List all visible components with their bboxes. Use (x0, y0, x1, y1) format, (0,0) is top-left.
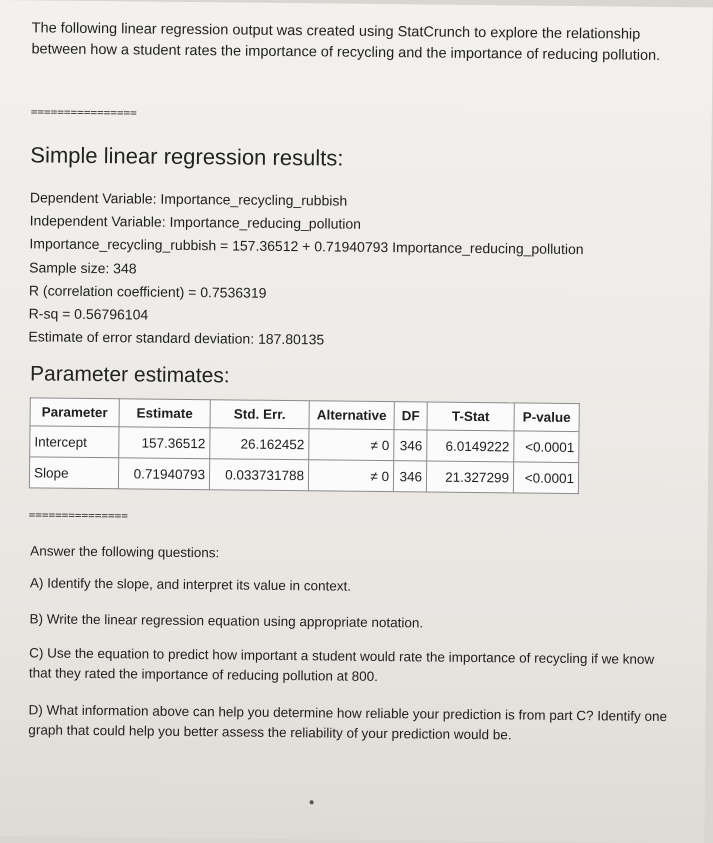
independent-variable-line: Independent Variable: Importance_reducing_pollution (29, 212, 362, 232)
header-parameter: Parameter (30, 398, 119, 427)
question-d: D) What information above can help you determine how reliable your prediction is from part C? Identify one graph that could help you better assess the reliability of your prediction would be. (28, 702, 668, 743)
header-p-value: P-value (514, 403, 579, 432)
results-title: Simple linear regression results: (30, 142, 344, 171)
question-c: C) Use the equation to predict how important a student would rate the importance of recycling if we know that they rated the importance of reducing pollution at 800. (28, 645, 655, 684)
separator-bottom: =============== (28, 508, 129, 523)
header-df: DF (394, 402, 427, 430)
cell-estimate: 157.36512 (119, 427, 210, 459)
dependent-variable-line: Dependent Variable: Importance_recycling_rubbish (29, 189, 348, 209)
regression-equation-line: Importance_recycling_rubbish = 157.36512 + 0.71940793 Importance_reducing_pollution (29, 235, 584, 258)
header-std-err: Std. Err. (210, 400, 309, 429)
cell-p-value: <0.0001 (514, 431, 579, 463)
header-t-stat: T-Stat (427, 402, 514, 431)
parameter-estimates-title: Parameter estimates: (29, 362, 230, 388)
cell-parameter: Slope (29, 457, 118, 489)
cell-parameter: Intercept (30, 426, 119, 458)
cell-std-err: 26.162452 (210, 428, 309, 460)
questions-prompt: Answer the following questions: (30, 543, 220, 561)
separator-top: ================ (30, 105, 137, 120)
cell-alternative: ≠ 0 (308, 460, 393, 492)
table-row (29, 457, 578, 494)
cell-t-stat: 6.0149222 (427, 430, 514, 462)
parameter-estimates-table (29, 397, 580, 494)
cell-t-stat: 21.327299 (426, 461, 513, 493)
intro-paragraph: The following linear regression output was created using StatCrunch to explore the relationship between how a student rates the importance of recycling and the importance of reducing pollution. (31, 20, 661, 64)
cell-df: 346 (394, 430, 427, 461)
results-block (28, 186, 584, 354)
header-alternative: Alternative (309, 401, 394, 430)
cell-p-value: <0.0001 (513, 462, 578, 494)
sample-size-line: Sample size: 348 (29, 258, 137, 277)
error-sd-line: Estimate of error standard deviation: 187.80135 (28, 328, 325, 348)
cell-df: 346 (393, 461, 426, 492)
question-a: A) Identify the slope, and interpret its value in context. (29, 575, 352, 594)
paper-mark (310, 800, 314, 804)
cell-estimate: 0.71940793 (118, 458, 209, 490)
cell-alternative: ≠ 0 (309, 429, 394, 461)
question-b: B) Write the linear regression equation using appropriate notation. (29, 611, 424, 631)
cell-std-err: 0.033731788 (209, 459, 308, 491)
header-estimate: Estimate (119, 399, 210, 428)
r-squared-line: R-sq = 0.56796104 (28, 305, 149, 323)
correlation-line: R (correlation coefficient) = 0.7536319 (28, 282, 267, 301)
